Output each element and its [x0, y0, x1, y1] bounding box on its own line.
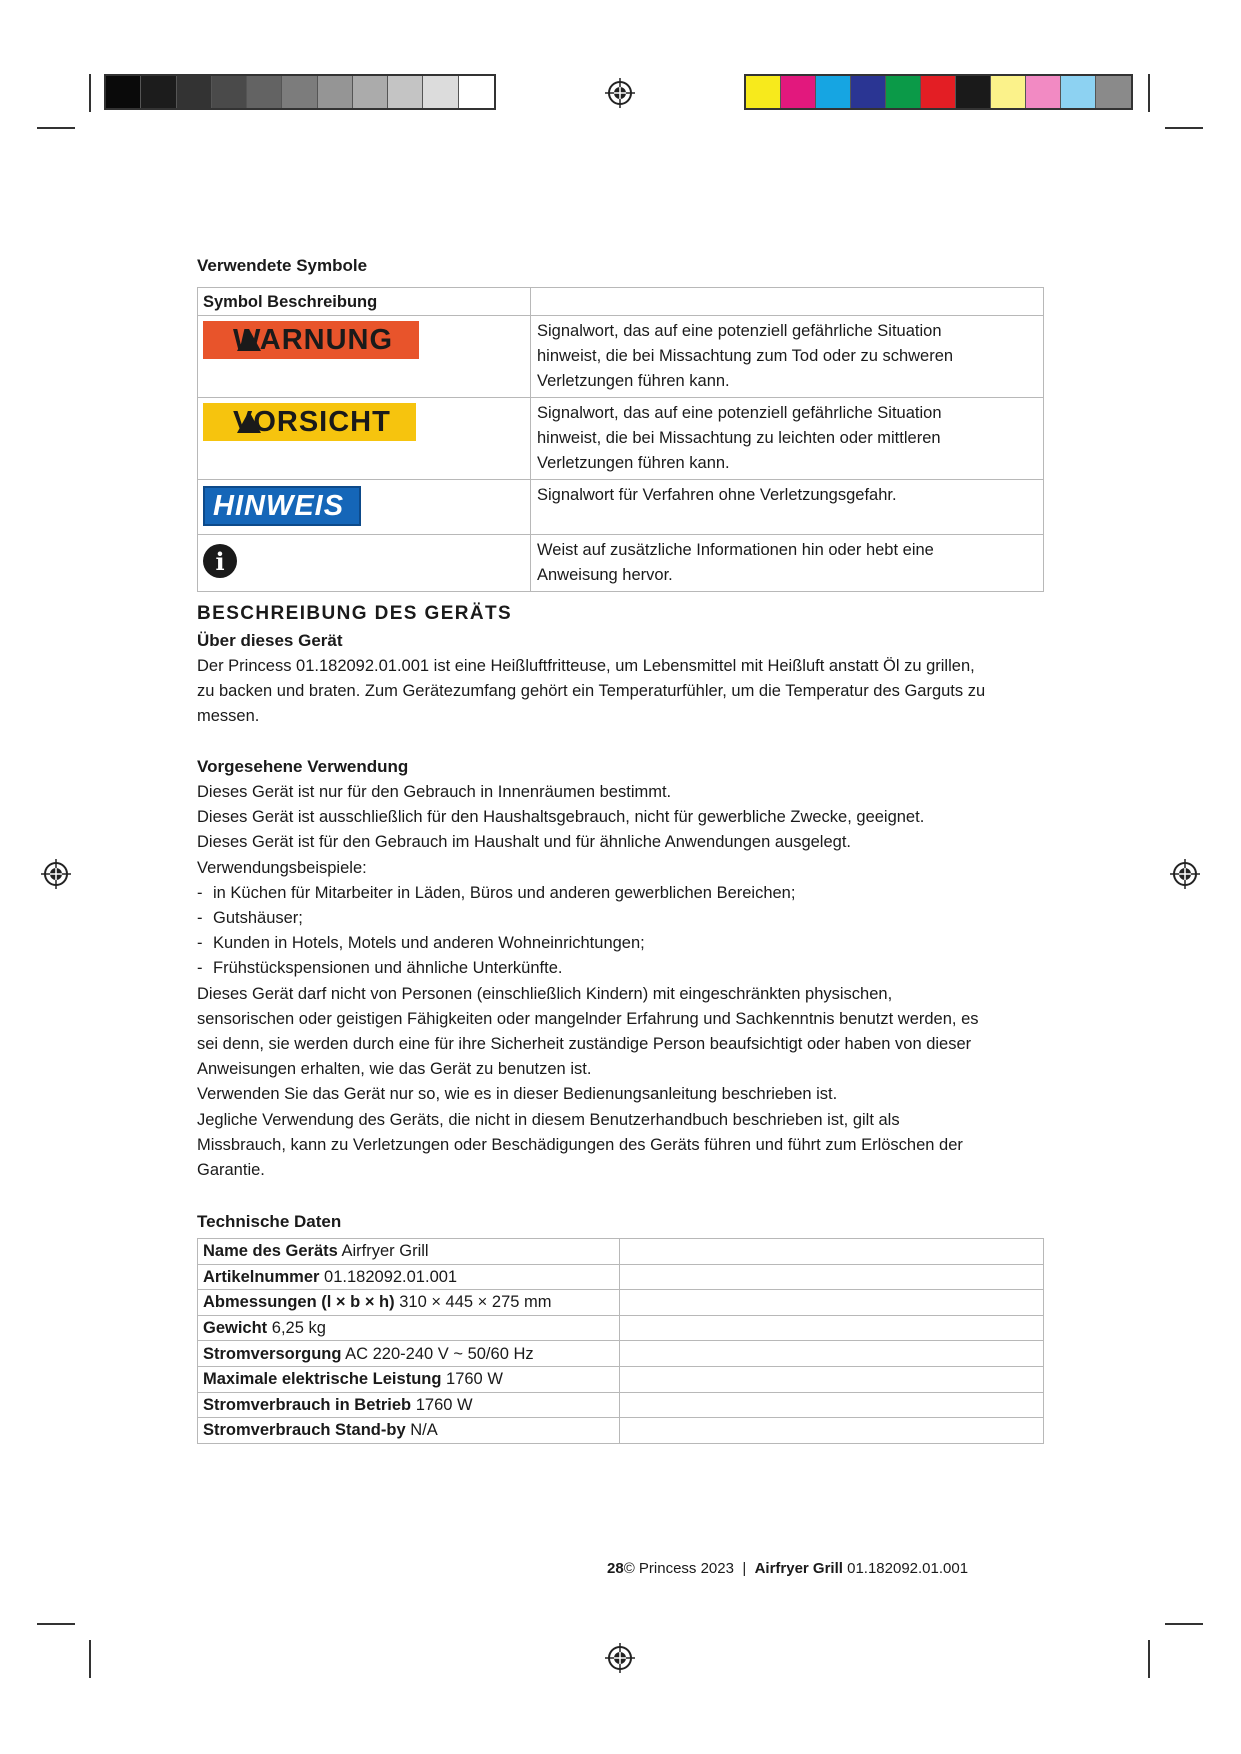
tech-label: Stromversorgung — [203, 1344, 342, 1363]
empty-cell — [620, 1418, 1044, 1444]
tech-cell — [198, 1366, 620, 1392]
tech-label: Stromverbrauch in Betrieb — [203, 1395, 412, 1414]
empty-cell — [620, 1290, 1044, 1316]
empty-cell — [620, 1341, 1044, 1367]
tech-cell — [198, 1392, 620, 1418]
color-swatch — [886, 76, 921, 108]
text-line: messen. — [197, 707, 260, 726]
color-swatch — [353, 76, 388, 108]
table-row — [198, 535, 1044, 592]
empty-cell — [620, 1264, 1044, 1290]
bullet-item: - in Küchen für Mitarbeiter in Läden, Büros und anderen gewerblichen Bereichen; — [197, 883, 796, 902]
tech-value: 01.182092.01.001 — [324, 1267, 458, 1286]
page-footer — [607, 1560, 968, 1577]
color-swatch — [141, 76, 176, 108]
tech-cell — [198, 1341, 620, 1367]
caution-badge — [203, 403, 416, 441]
crop-mark — [1165, 1623, 1203, 1625]
description-line: Weist auf zusätzliche Informationen hin oder hebt eine — [537, 541, 934, 559]
bullet-text: Gutshäuser; — [213, 909, 303, 928]
text-line: Missbrauch, kann zu Verletzungen oder Beschädigungen des Geräts führen und führt zum Erlöschen der — [197, 1135, 963, 1154]
empty-cell — [620, 1315, 1044, 1341]
bullet-text: Kunden in Hotels, Motels und anderen Wohneinrichtungen; — [213, 934, 645, 953]
tech-label: Artikelnummer — [203, 1267, 320, 1286]
tech-cell — [198, 1239, 620, 1265]
registration-mark-icon — [605, 1643, 635, 1673]
text-line: Dieses Gerät ist nur für den Gebrauch in Innenräumen bestimmt. — [197, 783, 672, 801]
description-line: Signalwort, das auf eine potenziell gefährliche Situation — [537, 322, 942, 340]
usage-paragraph — [197, 780, 979, 1183]
table-header-row — [198, 288, 1044, 316]
symbols-table — [197, 287, 1044, 592]
tech-label: Maximale elektrische Leistung — [203, 1370, 442, 1389]
table-header-cell: Symbol Beschreibung — [198, 288, 531, 316]
text-line: Jegliche Verwendung des Geräts, die nicht in diesem Benutzerhandbuch beschrieben ist, gilt als — [197, 1110, 900, 1129]
tech-value: 310 × 445 × 275 mm — [399, 1293, 552, 1312]
color-swatch — [851, 76, 886, 108]
table-row — [198, 1315, 1044, 1341]
symbol-cell — [198, 316, 531, 398]
caution-triangle-icon — [237, 411, 261, 433]
text-line: Dieses Gerät ist für den Gebrauch im Haushalt und für ähnliche Anwendungen ausgelegt. — [197, 833, 851, 852]
text-line: zu backen und braten. Zum Gerätezumfang gehört ein Temperaturfühler, um die Temperatur des Garguts zu — [197, 682, 986, 701]
description-cell — [531, 398, 1044, 480]
color-swatch — [106, 76, 141, 108]
tech-value: 1760 W — [446, 1370, 503, 1389]
symbol-cell — [198, 398, 531, 480]
table-row — [198, 316, 1044, 398]
bullet-text: Frühstückspensionen und ähnliche Unterkünfte. — [213, 959, 563, 978]
tech-value: 1760 W — [415, 1395, 473, 1414]
empty-cell — [620, 1366, 1044, 1392]
color-swatch — [921, 76, 956, 108]
gray-calibration-strip — [104, 74, 496, 110]
usage-heading: Vorgesehene Verwendung — [197, 757, 409, 776]
tech-cell — [198, 1315, 620, 1341]
symbol-cell — [198, 480, 531, 535]
color-swatch — [212, 76, 247, 108]
warning-badge-label: WARNUNG — [233, 323, 394, 356]
tech-cell — [198, 1264, 620, 1290]
notice-badge: HINWEIS — [203, 486, 361, 526]
text-line: Verwendungsbeispiele: — [197, 858, 367, 877]
color-swatch — [388, 76, 423, 108]
symbol-cell — [198, 535, 531, 592]
registration-mark-icon — [41, 859, 71, 889]
description-cell — [531, 480, 1044, 535]
description-line: hinweist, die bei Missachtung zu leichten oder mittleren — [537, 429, 941, 447]
bullet-text: in Küchen für Mitarbeiter in Läden, Büros und anderen gewerblichen Bereichen; — [213, 883, 796, 902]
table-row — [198, 1341, 1044, 1367]
color-swatch — [1061, 76, 1096, 108]
about-heading: Über dieses Gerät — [197, 631, 343, 650]
color-swatch — [459, 76, 494, 108]
caution-badge-label: VORSICHT — [233, 405, 391, 438]
footer-product-code: 01.182092.01.001 — [847, 1560, 969, 1577]
color-swatch — [423, 76, 458, 108]
text-line: Der Princess 01.182092.01.001 ist eine Heißluftfritteuse, um Lebensmittel mit Heißluft anstatt Öl zu grillen, — [197, 657, 975, 675]
color-calibration-strip — [744, 74, 1133, 110]
tech-value: Airfryer Grill — [341, 1242, 429, 1261]
symbols-title: Verwendete Symbole — [197, 256, 368, 275]
color-swatch — [318, 76, 353, 108]
tech-label: Abmessungen (l × b × h) — [203, 1293, 395, 1312]
tech-label: Name des Geräts — [203, 1242, 338, 1261]
color-swatch — [247, 76, 282, 108]
table-row — [198, 480, 1044, 535]
color-swatch — [816, 76, 851, 108]
warning-badge — [203, 321, 419, 359]
info-icon: i — [203, 544, 237, 578]
description-line: hinweist, die bei Missachtung zum Tod oder zu schweren — [537, 347, 954, 365]
color-swatch — [1026, 76, 1061, 108]
description-cell — [531, 535, 1044, 592]
description-cell — [531, 316, 1044, 398]
bullet-item: - Gutshäuser; — [197, 909, 303, 928]
description-line: Verletzungen führen kann. — [537, 454, 730, 472]
crop-mark — [1148, 74, 1150, 112]
tech-label: Stromverbrauch Stand-by — [203, 1421, 406, 1440]
description-line: Signalwort für Verfahren ohne Verletzungsgefahr. — [537, 486, 897, 504]
color-swatch — [746, 76, 781, 108]
about-paragraph — [197, 654, 985, 730]
table-row — [198, 1264, 1044, 1290]
description-line: Signalwort, das auf eine potenziell gefährliche Situation — [537, 404, 942, 422]
bullet-item: - Kunden in Hotels, Motels und anderen Wohneinrichtungen; — [197, 934, 645, 953]
tech-value: AC 220-240 V ~ 50/60 Hz — [345, 1344, 534, 1363]
color-swatch — [956, 76, 991, 108]
empty-cell — [620, 1392, 1044, 1418]
text-line: Verwenden Sie das Gerät nur so, wie es in dieser Bedienungsanleitung beschrieben ist. — [197, 1085, 838, 1104]
crop-mark — [37, 1623, 75, 1625]
description-line: Anweisung hervor. — [537, 566, 673, 584]
footer-product-name: Airfryer Grill — [754, 1560, 843, 1577]
crop-mark — [37, 127, 75, 129]
table-row — [198, 1392, 1044, 1418]
crop-mark — [1165, 127, 1203, 129]
crop-mark — [1148, 1640, 1150, 1678]
section-heading: BESCHREIBUNG DES GERÄTS — [197, 603, 513, 624]
tech-table — [197, 1238, 1044, 1444]
color-swatch — [177, 76, 212, 108]
color-swatch — [282, 76, 317, 108]
text-line: Dieses Gerät darf nicht von Personen (einschließlich Kindern) mit eingeschränkten physischen, — [197, 984, 893, 1003]
table-row — [198, 1290, 1044, 1316]
color-swatch — [991, 76, 1026, 108]
tech-label: Gewicht — [203, 1319, 268, 1338]
tech-value: 6,25 kg — [271, 1319, 326, 1338]
tech-cell — [198, 1418, 620, 1444]
description-line: Verletzungen führen kann. — [537, 372, 730, 390]
text-line: Dieses Gerät ist ausschließlich für den Haushaltsgebrauch, nicht für gewerbliche Zwecke, geeignet. — [197, 808, 925, 827]
text-line: Garantie. — [197, 1161, 265, 1180]
warning-triangle-icon — [237, 329, 261, 351]
tech-heading: Technische Daten — [197, 1212, 342, 1231]
registration-mark-icon — [605, 78, 635, 108]
registration-mark-icon — [1170, 859, 1200, 889]
table-row — [198, 1418, 1044, 1444]
table-row — [198, 398, 1044, 480]
crop-mark — [89, 1640, 91, 1678]
empty-cell — [620, 1239, 1044, 1265]
text-line: sensorischen oder geistigen Fähigkeiten oder mangelnder Erfahrung und Sachkenntnis benutzt werden, es — [197, 1009, 979, 1028]
footer-separator: | — [742, 1560, 747, 1577]
text-line: Anweisungen erhalten, wie das Gerät zu benutzen ist. — [197, 1060, 592, 1079]
table-row — [198, 1239, 1044, 1265]
color-swatch — [1096, 76, 1131, 108]
footer-copyright: © Princess 2023 — [623, 1560, 734, 1577]
crop-mark — [89, 74, 91, 112]
page-number: 28 — [607, 1560, 624, 1577]
color-swatch — [781, 76, 816, 108]
table-row — [198, 1366, 1044, 1392]
table-header-cell — [531, 288, 1044, 316]
bullet-item: - Frühstückspensionen und ähnliche Unterkünfte. — [197, 959, 563, 978]
tech-value: N/A — [410, 1421, 438, 1440]
tech-cell — [198, 1290, 620, 1316]
text-line: sei denn, sie werden durch eine für ihre Sicherheit zuständige Person beaufsichtigt oder haben von dieser — [197, 1035, 972, 1054]
